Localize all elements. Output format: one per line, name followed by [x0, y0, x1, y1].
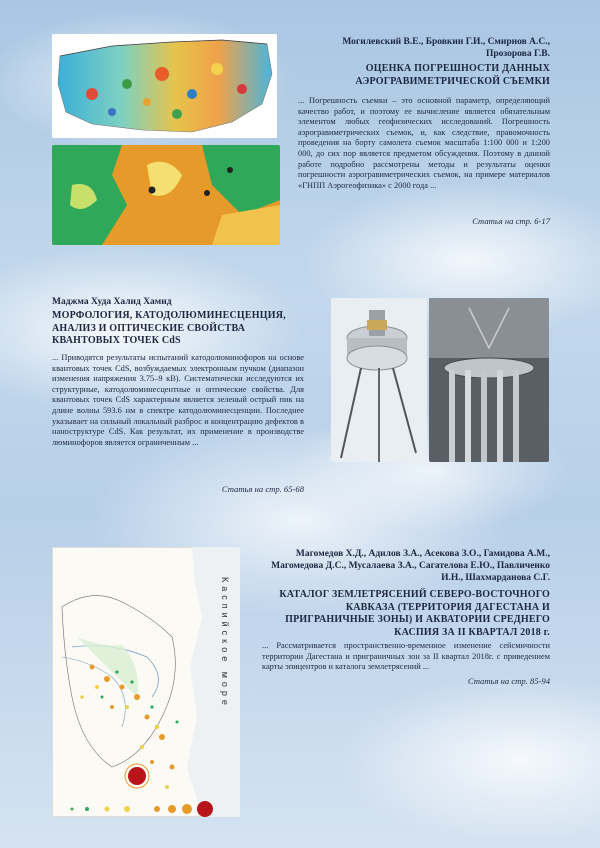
article-3-authors: Магомедов Х.Д., Адилов З.А., Асекова З.О., Гамидова А.М., Магомедова Д.С., Мусалаева З.А., Сагателова Е.Ю., Павличенко И.Н., Шахмарданова С.Г.	[271, 549, 550, 583]
article-1-authors: Могилевский В.Е., Бровкин Г.И., Смирнов А.С., Прозорова Г.В.	[342, 37, 550, 59]
article-1-page-ref[interactable]: Статья на стр. 6-17	[472, 216, 550, 226]
article-2-title: МОРФОЛОГИЯ, КАТОДОЛЮМИНЕСЦЕНЦИЯ, АНАЛИЗ И ОПТИЧЕСКИЕ СВОЙСТВА КВАНТОВЫХ ТОЧЕК CdS	[52, 310, 286, 346]
cathode-device-photo	[331, 298, 427, 462]
anomaly-map-image	[52, 145, 280, 245]
article-1-title: ОЦЕНКА ПОГРЕШНОСТИ ДАННЫХ АЭРОГРАВИМЕТРИЧЕСКОЙ СЪЕМКИ	[355, 63, 550, 87]
article-1-abstract: ... Погрешность съемки – это основной параметр, определяющий качество работ, и поэтому ее вычисление является обязательным элементом любых геофизических исследований. Погрешность аэрогравиметрических съемок, и, как следствие, правомочность проведения на борту самолета съемок масштаба 1:100 000 и 1:200 000, до сих пор является предметом обсуждения. Поэтому в данной работе подробно рассмотрены методы и результаты оценки погрешности аэрогравиметрических съемок, на примере материалов «ГНПП Аэрогеофизика» с 2000 года ...	[298, 96, 550, 190]
article-2-page-ref[interactable]: Статья на стр. 65-68	[221, 484, 304, 494]
earthquake-epicenter-map	[52, 547, 240, 817]
caspian-sea-label: Каспийское море	[220, 577, 230, 709]
article-3-title: КАТАЛОГ ЗЕМЛЕТРЯСЕНИЙ СЕВЕРО-ВОСТОЧНОГО КАВКАЗА (ТЕРРИТОРИЯ ДАГЕСТАНА И ПРИГРАНИЧНЫЕ ЗОНЫ) И АКВАТОРИИ СРЕДНЕГО КАСПИЯ ЗА II КВАРТАЛ 2018 г.	[279, 589, 550, 638]
article-3-abstract: ... Рассматривается пространственно-временное изменение сейсмичности территории Дагестана и приграничных зон за II квартал 2018г. с приведением карты эпицентров и каталога землетрясений ...	[262, 641, 550, 672]
gravity-survey-map-image	[52, 34, 277, 138]
article-3-page-ref[interactable]: Статья на стр. 85-94	[467, 676, 550, 686]
article-2-abstract: ... Приводятся результаты испытаний катодолюминофоров на основе квантовых точек CdS, возбуждаемых электронным пучком (диапазон изменения напряжения 3.75–9 кВ). Систематически исследуются их структурные, катодолюминесцентные и оптические свойства. Для квантовых точек CdS характерным является зеленый острый пик на длине волны 593.6 нм в спектре катодолюминесценции. Последнее указывает на сильный локальный разброс и концентрацию дефектов в наноструктуре CdS. Как результат, их применение в производстве люминофоров является ограниченным ...	[52, 353, 304, 447]
vacuum-flange-photo	[429, 298, 549, 462]
article-2-authors: Маджма Худа Халид Хамид	[52, 297, 172, 307]
